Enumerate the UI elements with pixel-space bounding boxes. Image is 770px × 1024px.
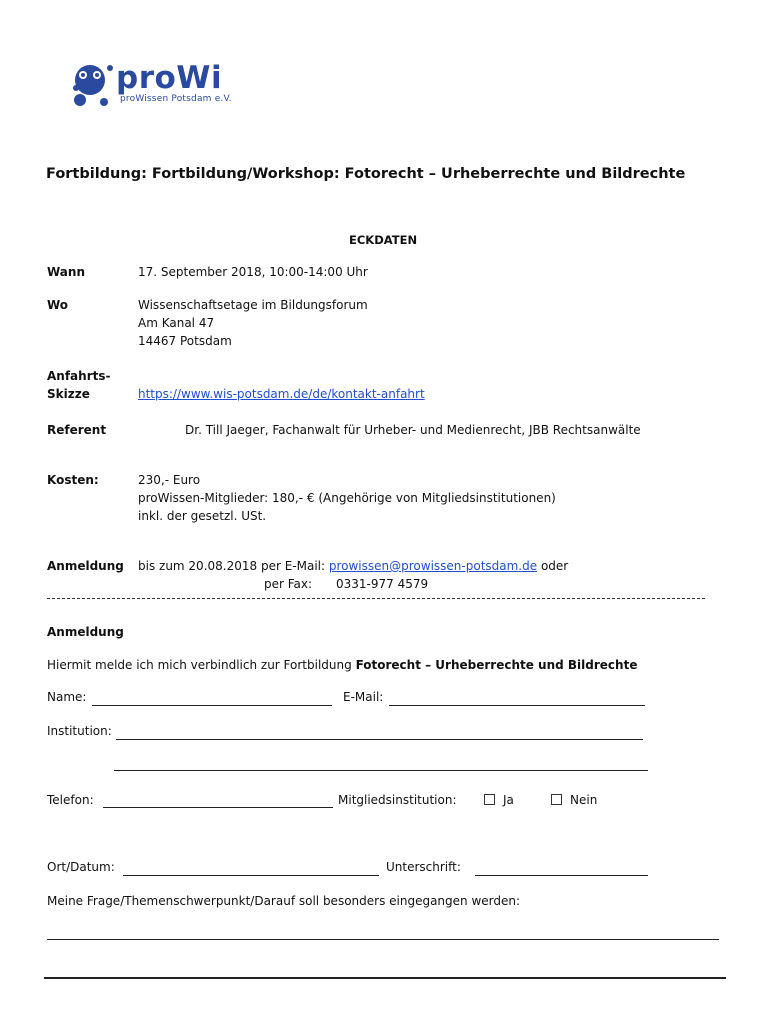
wo-label: Wo <box>47 298 69 312</box>
section-separator <box>47 598 705 599</box>
name-field[interactable] <box>92 705 332 706</box>
logo-wordmark: proWi <box>116 60 223 96</box>
email-field[interactable] <box>389 705 645 706</box>
email-label: E-Mail: <box>343 690 384 704</box>
anmeldung-label: Anmeldung <box>47 559 124 573</box>
ort-field[interactable] <box>123 875 379 876</box>
nein-checkbox[interactable] <box>551 794 562 805</box>
wo-line-2: Am Kanal 47 <box>138 316 215 330</box>
anfahrt-label-2: Skizze <box>47 387 90 401</box>
ja-label: Ja <box>503 793 514 807</box>
kosten-line-3: inkl. der gesetzl. USt. <box>138 509 267 523</box>
prowi-logo <box>70 58 240 112</box>
ja-option[interactable] <box>484 793 514 807</box>
ort-label: Ort/Datum: <box>47 860 115 874</box>
frage-field-line-2[interactable] <box>44 977 726 979</box>
institution-label: Institution: <box>47 724 112 738</box>
frage-field[interactable] <box>47 939 719 940</box>
anmeldung-oder: oder <box>540 559 569 573</box>
institution-field[interactable] <box>116 739 643 740</box>
logo-figure-icon <box>70 58 118 112</box>
anfahrt-label-1: Anfahrts- <box>47 369 111 383</box>
eckdaten-heading: ECKDATEN <box>349 233 418 247</box>
referent-value: Dr. Till Jaeger, Fachanwalt für Urheber- und Medienrecht, JBB Rechtsanwälte <box>185 423 641 437</box>
fax-label: per Fax: <box>264 577 313 591</box>
frage-label: Meine Frage/Themenschwerpunkt/Darauf soll besonders eingegangen werden: <box>47 894 521 908</box>
referent-label: Referent <box>47 423 107 437</box>
unterschrift-label: Unterschrift: <box>386 860 461 874</box>
form-intro-text: Hiermit melde ich mich verbindlich zur Fortbildung <box>47 658 352 672</box>
kosten-label: Kosten: <box>47 473 99 487</box>
telefon-label: Telefon: <box>47 793 94 807</box>
unterschrift-field[interactable] <box>475 875 648 876</box>
telefon-field[interactable] <box>103 807 333 808</box>
wo-line-1: Wissenschaftsetage im Bildungsforum <box>138 298 368 312</box>
anmeldung-line <box>138 559 568 573</box>
kosten-line-2: proWissen-Mitglieder: 180,- € (Angehörige von Mitgliedsinstitutionen) <box>138 491 556 505</box>
nein-label: Nein <box>570 793 598 807</box>
fax-number: 0331-977 4579 <box>336 577 429 591</box>
mitglied-label: Mitgliedsinstitution: <box>338 793 457 807</box>
institution-field-line-2[interactable] <box>114 770 648 771</box>
form-intro-course: Fotorecht – Urheberrechte und Bildrechte <box>355 658 638 672</box>
anmeldung-email-link[interactable]: prowissen@prowissen-potsdam.de <box>328 559 538 573</box>
ja-checkbox[interactable] <box>484 794 495 805</box>
wo-line-3: 14467 Potsdam <box>138 334 232 348</box>
wann-value: 17. September 2018, 10:00-14:00 Uhr <box>138 265 368 279</box>
anmeldung-text: bis zum 20.08.2018 per E-Mail: <box>138 559 326 573</box>
nein-option[interactable] <box>551 793 597 807</box>
form-intro <box>47 658 637 672</box>
kosten-line-1: 230,- Euro <box>138 473 201 487</box>
logo-tagline: proWissen Potsdam e.V. <box>120 94 232 104</box>
form-heading: Anmeldung <box>47 625 124 639</box>
wann-label: Wann <box>47 265 85 279</box>
name-label: Name: <box>47 690 87 704</box>
document-title: Fortbildung: Fortbildung/Workshop: Fotorecht – Urheberrechte und Bildrechte <box>46 166 686 182</box>
anfahrt-link[interactable]: https://www.wis-potsdam.de/de/kontakt-anfahrt <box>138 387 425 401</box>
